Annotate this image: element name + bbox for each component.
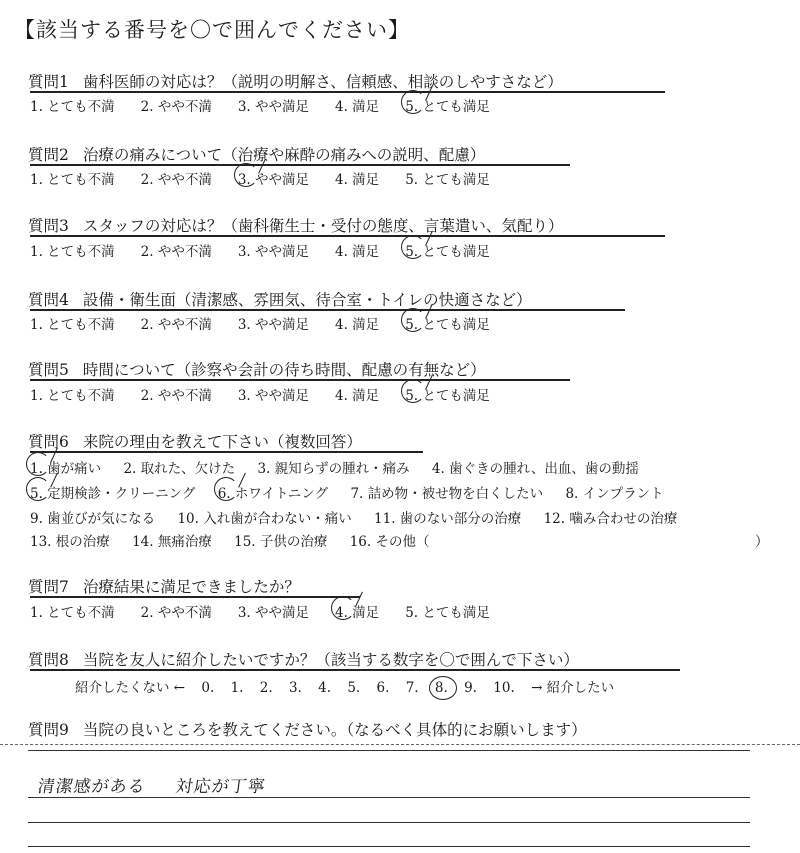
option-2[interactable]: 2. やや不満: [140, 244, 212, 260]
option-3[interactable]: 3. 親知らずの腫れ・痛み: [257, 461, 410, 477]
question-text: 治療の痛みについて（治療や麻酔の痛みへの説明、配慮）: [82, 146, 486, 164]
option-4[interactable]: 4. 満足: [335, 317, 380, 333]
question-number: 質問9: [28, 721, 69, 739]
question-text: 歯科医師の対応は？（説明の明解さ、信頼感、相談のしやすさなど）: [82, 73, 563, 91]
answer-line: [28, 750, 750, 751]
option-14[interactable]: 14. 無痛治療: [132, 534, 212, 550]
question-number: 質問7: [28, 578, 69, 596]
question-text: 治療結果に満足できましたか？: [82, 578, 300, 596]
question-4-title: [28, 288, 532, 310]
question-7-options: [30, 601, 516, 621]
question-6-row-2: [30, 482, 682, 502]
underline: [30, 91, 665, 93]
underline: [30, 164, 570, 166]
option-7[interactable]: 7. 詰め物・被せ物を白くしたい: [350, 486, 544, 502]
question-text: 設備・衛生面（清潔感、雰囲気、待合室・トイレの快適さなど）: [82, 291, 532, 309]
question-6-title: [28, 430, 362, 452]
scale-left-label: 紹介したくない ←: [75, 680, 186, 696]
option-4[interactable]: 4. 満足: [335, 388, 380, 404]
scale-1[interactable]: 1.: [230, 680, 244, 696]
question-6-row-4: [30, 530, 447, 550]
option-15[interactable]: 15. 子供の治療: [234, 534, 328, 550]
scale-7[interactable]: 7.: [405, 680, 419, 696]
option-4[interactable]: 4. 満足: [335, 172, 380, 188]
scale-right-label: → 紹介したい: [531, 680, 615, 696]
underline: [30, 451, 423, 453]
question-text: スタッフの対応は？（歯科衛生士・受付の態度、言葉遣い、気配り）: [82, 217, 564, 235]
question-text: 当院を友人に紹介したいですか？（該当する数字を〇で囲んで下さい）: [82, 651, 579, 669]
option-2[interactable]: 2. やや不満: [140, 99, 212, 115]
recommend-scale: [75, 676, 626, 696]
option-1-circled[interactable]: 1. 歯が痛い: [30, 457, 101, 477]
underline: [30, 235, 665, 237]
answer-line: [28, 846, 750, 847]
option-2[interactable]: 2. やや不満: [140, 388, 212, 404]
option-1[interactable]: 1. とても不満: [30, 99, 115, 115]
underline: [30, 596, 360, 598]
answer-line: [28, 822, 750, 823]
option-2[interactable]: 2. やや不満: [140, 317, 212, 333]
option-5-circled[interactable]: 5. とても満足: [405, 384, 490, 404]
question-9-title: [28, 718, 587, 740]
option-2[interactable]: 2. 取れた、欠けた: [123, 461, 236, 477]
scale-5[interactable]: 5.: [347, 680, 361, 696]
option-5-circled[interactable]: 5. とても満足: [405, 313, 490, 333]
option-12[interactable]: 12. 噛み合わせの治療: [543, 511, 678, 527]
option-3[interactable]: 3. やや満足: [237, 244, 310, 260]
question-1-options: [30, 95, 516, 115]
option-3[interactable]: 3. やや満足: [237, 317, 310, 333]
scale-0[interactable]: 0.: [201, 680, 215, 696]
question-1-title: [28, 70, 563, 92]
scale-4[interactable]: 4.: [318, 680, 332, 696]
option-6-circled[interactable]: 6. ホワイトニング: [218, 482, 328, 502]
question-2-options: [30, 168, 516, 188]
option-3[interactable]: 3. やや満足: [237, 605, 310, 621]
underline: [30, 309, 625, 311]
option-2[interactable]: 2. やや不満: [140, 172, 212, 188]
option-1[interactable]: 1. とても不満: [30, 605, 115, 621]
answer-text-2: 対応が丁寧: [174, 777, 268, 797]
option-5-circled[interactable]: 5. とても満足: [405, 240, 490, 260]
divider: [0, 744, 800, 745]
question-text: 時間について（診察や会計の待ち時間、配慮の有無など）: [82, 361, 486, 379]
question-3-options: [30, 240, 516, 260]
option-1[interactable]: 1. とても不満: [30, 244, 115, 260]
page-title: 【該当する番号を〇で囲んでください】: [14, 18, 410, 42]
question-5-title: [28, 358, 486, 380]
option-11[interactable]: 11. 歯のない部分の治療: [374, 511, 522, 527]
question-6-row-3: [30, 507, 695, 527]
option-4[interactable]: 4. 歯ぐきの腫れ、出血、歯の動揺: [431, 461, 639, 477]
scale-10[interactable]: 10.: [493, 680, 515, 696]
question-number: 質問6: [28, 433, 69, 451]
handwritten-answer[interactable]: [36, 772, 268, 797]
question-4-options: [30, 313, 516, 333]
option-3-circled[interactable]: 3. やや満足: [238, 168, 309, 188]
option-5[interactable]: 5. とても満足: [405, 172, 490, 188]
option-3[interactable]: 3. やや満足: [237, 99, 310, 115]
option-1[interactable]: 1. とても不満: [30, 388, 115, 404]
scale-2[interactable]: 2.: [259, 680, 273, 696]
question-6-row-1: [30, 457, 657, 477]
option-5-circled[interactable]: 5. 定期検診・クリーニング: [30, 482, 195, 502]
question-text: 当院の良いところを教えてください。（なるべく具体的にお願いします）: [82, 721, 587, 739]
question-number: 質問3: [28, 217, 69, 235]
question-3-title: [28, 214, 563, 236]
option-4[interactable]: 4. 満足: [335, 99, 380, 115]
underline: [30, 379, 570, 381]
scale-8-circled[interactable]: 8.: [434, 680, 448, 696]
scale-6[interactable]: 6.: [376, 680, 390, 696]
option-1[interactable]: 1. とても不満: [30, 317, 115, 333]
question-number: 質問2: [28, 146, 69, 164]
answer-text-1: 清潔感がある: [36, 777, 148, 797]
option-10[interactable]: 10. 入れ歯が合わない・痛い: [177, 511, 352, 527]
scale-9[interactable]: 9.: [464, 680, 477, 696]
option-16-other[interactable]: 16. その他（: [349, 534, 430, 550]
question-number: 質問8: [28, 651, 69, 669]
question-5-options: [30, 384, 516, 404]
option-9[interactable]: 9. 歯並びが気になる: [30, 511, 156, 527]
question-number: 質問5: [28, 361, 69, 379]
question-text: 来院の理由を教えて下さい（複数回答）: [82, 433, 362, 451]
option-5-circled[interactable]: 5. とても満足: [405, 95, 490, 115]
question-8-title: [28, 648, 579, 670]
option-13[interactable]: 13. 根の治療: [30, 534, 110, 550]
option-2[interactable]: 2. やや不満: [140, 605, 212, 621]
question-number: 質問4: [28, 291, 69, 309]
option-1[interactable]: 1. とても不満: [30, 172, 115, 188]
question-number: 質問1: [28, 73, 69, 91]
option-8[interactable]: 8. インプラント: [565, 486, 664, 502]
answer-line: [28, 797, 750, 798]
question-7-title: [28, 575, 300, 597]
option-3[interactable]: 3. やや満足: [237, 388, 310, 404]
underline: [30, 669, 680, 671]
option-5[interactable]: 5. とても満足: [405, 605, 490, 621]
option-4[interactable]: 4. 満足: [335, 244, 380, 260]
option-4-circled[interactable]: 4. 満足: [335, 601, 379, 621]
other-close-paren: ）: [755, 534, 769, 550]
scale-3[interactable]: 3.: [288, 680, 302, 696]
